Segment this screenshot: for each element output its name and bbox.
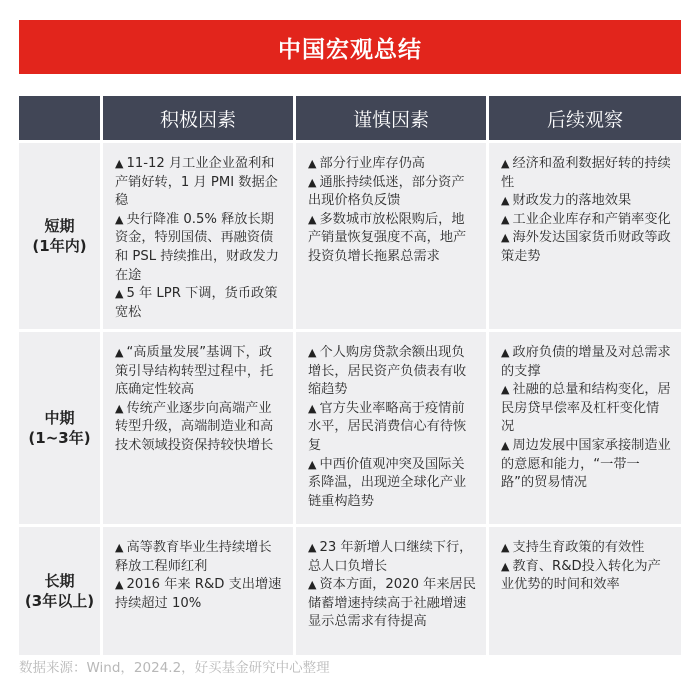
list-item-text: 2016 年来 R&D 支出增速持续超过 10% [115,577,282,611]
list-item-text: 高等教育毕业生持续增长释放工程师红利 [115,540,272,574]
list-item-text: 官方失业率略高于疫情前水平，居民消费信心有待恢复 [308,400,467,453]
triangle-bullet-icon: ▲ [501,383,510,397]
list-item [308,211,477,267]
list-item [501,437,672,493]
list-item [115,285,284,322]
summary-table [16,93,684,658]
row-term: 长期 [44,572,75,590]
list-item-text: 央行降准 0.5% 释放长期资金，特别国债、再融资债和 PSL 持续推出，财政发力在途 [115,211,279,283]
list-item-text: 个人购房贷款余额出现负增长，居民资产负债表有收缩趋势 [308,345,467,398]
row-header [19,143,100,329]
header-row [19,96,681,140]
list-item [115,211,284,285]
triangle-bullet-icon: ▲ [115,157,124,170]
triangle-bullet-icon: ▲ [501,157,510,170]
cell-positive [103,143,293,329]
row-term: 中期 [44,409,75,427]
list-item [308,539,477,576]
list-item [115,539,284,576]
list-item-text: 11-12 月工业企业盈利和产销好转，1 月 PMI 数据企稳 [115,156,278,209]
list-item-text: 通胀持续低迷，部分资产出现价格负反馈 [308,174,465,209]
row-range: (1年内) [32,237,87,255]
row-term: 短期 [44,217,75,235]
header-caution: 谨慎因素 [296,96,486,140]
triangle-bullet-icon: ▲ [501,231,510,245]
list-item-text: 工业企业库存和产销率变化 [512,211,671,227]
cell-positive [103,527,293,655]
triangle-bullet-icon: ▲ [501,346,510,359]
header-positive: 积极因素 [103,96,293,140]
list-item [501,211,672,230]
list-item [501,344,672,381]
list-item-text: 经济和盈利数据好转的持续性 [501,156,671,190]
triangle-bullet-icon: ▲ [501,541,510,554]
list-item [115,400,284,456]
cell-watch [489,143,681,329]
list-item [115,344,284,400]
triangle-bullet-icon: ▲ [308,541,317,554]
cell-caution [296,527,486,655]
list-item-text: 5 年 LPR 下调，货币政策宽松 [115,286,278,320]
triangle-bullet-icon: ▲ [115,401,124,415]
triangle-bullet-icon: ▲ [115,578,124,592]
list-item-text: 教育、R&D投入转化为产业优势的时间和效率 [501,558,661,593]
list-item [501,192,672,211]
table-row [19,143,681,329]
triangle-bullet-icon: ▲ [115,541,124,554]
list-item [308,174,477,211]
triangle-bullet-icon: ▲ [501,194,510,208]
list-item [501,229,672,266]
triangle-bullet-icon: ▲ [308,346,317,359]
list-item [115,576,284,613]
cell-caution [296,143,486,329]
list-item [501,539,672,558]
list-item [501,381,672,437]
triangle-bullet-icon: ▲ [308,578,317,592]
row-range: (1~3年) [28,429,91,447]
triangle-bullet-icon: ▲ [115,287,124,301]
list-item-text: 政府负债的增量及对总需求的支撑 [501,345,671,379]
list-item-text: “高质量发展”基调下，政策引导结构转型过程中，托底确定性较高 [115,345,274,398]
list-item-text: 资本方面，2020 年来居民储蓄增速持续高于社融增速显示总需求有待提高 [308,577,476,630]
triangle-bullet-icon: ▲ [308,212,317,226]
row-range: (3年以上) [24,592,95,610]
list-item-text: 传统产业逐步向高端产业转型升级，高端制造业和高技术领域投资保持较快增长 [115,400,274,453]
triangle-bullet-icon: ▲ [115,212,124,226]
list-item-text: 海外发达国家货币财政等政策走势 [501,230,671,264]
list-item-text: 多数城市放松限购后，地产销量恢复强度不高，地产投资负增长拖累总需求 [308,211,467,264]
list-item [501,155,672,192]
list-item [308,400,477,456]
header-corner [19,96,100,140]
list-item [308,456,477,512]
list-item [115,155,284,211]
triangle-bullet-icon: ▲ [115,346,124,359]
data-source-note: 数据来源：Wind，2024.2，好买基金研究中心整理 [19,660,330,676]
triangle-bullet-icon: ▲ [308,175,317,189]
list-item [308,344,477,400]
cell-caution [296,332,486,524]
list-item-text: 社融的总量和结构变化，居民房贷早偿率及杠杆变化情况 [501,382,671,435]
row-header [19,527,100,655]
list-item-text: 财政发力的落地效果 [512,193,632,209]
table-row [19,332,681,524]
row-header [19,332,100,524]
page-title: 中国宏观总结 [19,20,681,74]
cell-watch [489,332,681,524]
triangle-bullet-icon: ▲ [501,438,510,452]
cell-watch [489,527,681,655]
triangle-bullet-icon: ▲ [308,457,317,471]
triangle-bullet-icon: ▲ [308,157,317,170]
header-watch: 后续观察 [489,96,681,140]
list-item-text: 23 年新增人口继续下行，总人口负增长 [308,540,473,574]
list-item-text: 周边发展中国家承接制造业的意愿和能力，“一带一路”的贸易情况 [501,437,671,491]
cell-positive [103,332,293,524]
list-item [501,558,672,595]
triangle-bullet-icon: ▲ [501,212,510,226]
list-item-text: 部分行业库存仍高 [319,156,425,171]
triangle-bullet-icon: ▲ [308,401,317,415]
table-row [19,527,681,655]
list-item-text: 支持生育政策的有效性 [512,540,645,555]
list-item-text: 中西价值观冲突及国际关系降温，出现逆全球化产业链重构趋势 [308,456,467,509]
list-item [308,155,477,174]
triangle-bullet-icon: ▲ [501,559,510,573]
list-item [308,576,477,632]
